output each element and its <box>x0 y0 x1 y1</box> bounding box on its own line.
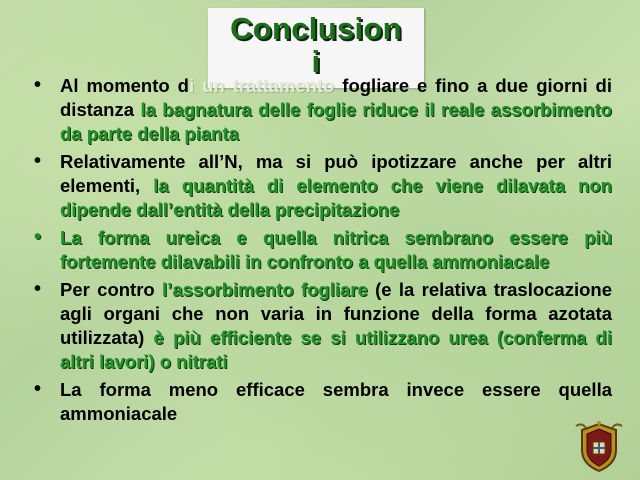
bullet-marker: • <box>34 278 42 300</box>
bullet-item-2 <box>34 150 612 222</box>
bullet-text <box>60 74 612 146</box>
bullet-segment: (e la relativa traslocazione agli organi che non varia in funzione della forma azotata utilizzata) <box>60 279 612 348</box>
bullet-item-4 <box>34 278 612 374</box>
bullet-text <box>60 278 612 374</box>
bullet-text <box>60 226 612 274</box>
bullet-marker: • <box>34 226 42 248</box>
bullet-item-1 <box>34 74 612 146</box>
crest-icon <box>574 420 624 474</box>
bullet-segment: Relativamente all’N, ma si può ipotizzare anche per altri elementi, <box>60 151 612 196</box>
slide-title <box>208 12 424 78</box>
bullet-marker: • <box>34 378 42 400</box>
bullet-segment-highlight: la quantità di elemento che viene dilavata non dipende dall’entità della precipitazione <box>60 175 612 220</box>
bullet-text <box>60 378 612 426</box>
bullet-segment-highlight: La forma ureica e quella nitrica sembrano essere più fortemente dilavabili in confronto a quella ammoniacale <box>60 227 612 272</box>
bullet-list <box>34 74 612 430</box>
bullet-segment: Al momento d <box>60 75 189 96</box>
title-line-1: Conclusion <box>230 11 402 46</box>
bullet-segment: La forma meno efficace sembra invece essere quella ammoniacale <box>60 379 612 424</box>
bullet-item-5 <box>34 378 612 426</box>
bullet-segment: fogliare e fino a due giorni di distanza <box>60 75 612 120</box>
bullet-marker: • <box>34 74 42 96</box>
title-line-2: i <box>311 44 321 79</box>
bullet-segment: Per contro <box>60 279 163 300</box>
bullet-text <box>60 150 612 222</box>
bullet-item-3 <box>34 226 612 274</box>
bullet-marker: • <box>34 150 42 172</box>
bullet-segment-faded: i un trattamento <box>188 75 343 96</box>
bullet-segment-highlight: la bagnatura delle foglie riduce il reale assorbimento da parte della pianta <box>60 99 612 144</box>
bullet-segment-highlight: è più efficiente se si utilizzano urea (conferma di altri lavori) o nitrati <box>60 327 612 372</box>
bullet-segment-highlight: l’assorbimento fogliare <box>162 279 368 300</box>
